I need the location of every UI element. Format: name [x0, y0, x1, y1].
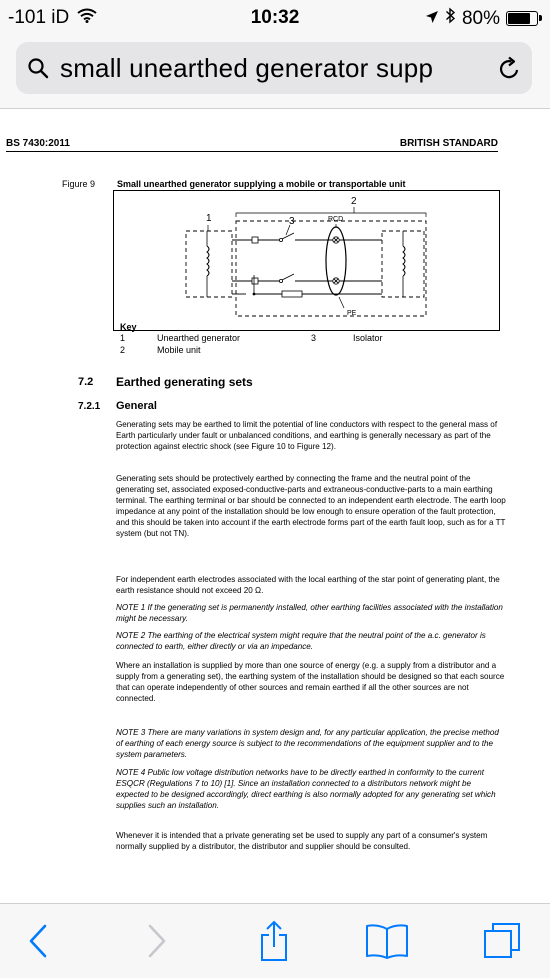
status-bar — [0, 0, 550, 36]
key-row — [120, 345, 201, 357]
figure-label: Figure 9 — [62, 179, 96, 189]
back-icon[interactable] — [13, 916, 63, 966]
battery-icon — [506, 11, 538, 26]
document-header-right: BRITISH STANDARD — [399, 138, 498, 149]
location-arrow-icon — [425, 8, 439, 30]
bottom-toolbar — [0, 903, 550, 978]
isolator-switch-bottom — [282, 274, 294, 280]
key-num: 2 — [120, 345, 126, 355]
pe-label: PE — [347, 310, 357, 317]
key-text: Isolator — [353, 333, 383, 343]
note: NOTE 2 The earthing of the electrical system might require that the neutral point of the a.c. generator is connected to earth, either directly or via an impedance. — [116, 631, 486, 651]
section-number: 7.2 — [78, 376, 94, 388]
figure-caption: Small unearthed generator supplying a mobile or transportable unit — [117, 179, 406, 189]
status-time: 10:32 — [250, 7, 300, 28]
pe-resistor — [282, 291, 302, 297]
tabs-icon[interactable] — [477, 916, 527, 966]
url-bar[interactable] — [16, 42, 532, 94]
note: NOTE 1 If the generating set is permanently installed, other earthing facilities associated with the installation might be necessary. — [116, 603, 503, 623]
url-bar-area — [0, 36, 550, 109]
callout-1: 1 — [206, 213, 212, 224]
figure-key — [120, 322, 383, 357]
battery-fill — [508, 13, 530, 24]
paragraph: Where an installation is supplied by more than one source of energy (e.g. a supply from a distributor and a supply from a generating set), the earthing system of the installation should be designed so that each source that can operate independently of other sources and remain earthed if all the other sources are not connected. — [116, 661, 505, 703]
document-header-left: BS 7430:2011 — [6, 138, 70, 149]
callout-3: 3 — [289, 216, 295, 227]
rcd-label: RCD — [328, 216, 344, 223]
paragraph: Whenever it is intended that a private generating set be used to supply any part of a consumer's system normally supplied by a distributor, the distributor and supplier should be consulted. — [116, 831, 488, 851]
key-text: Unearthed generator — [157, 333, 241, 343]
reload-icon[interactable] — [488, 56, 532, 80]
key-num: 1 — [120, 333, 126, 343]
paragraph: Generating sets should be protectively earthed by connecting the frame and the neutral point of the generating set, associated exposed-conductive-parts and extraneous-conductive-parts to a main earthing terminal. The earthing terminal or bar should be connected to an independent earth electrode. The earth loop impedance at any point of the installation should be low enough to ensure operation of the fault protection, and this should be taken into account if the earth electrode forms part of the earth fault loop, such as for a TT system (but not TN). — [116, 474, 506, 538]
key-num: 3 — [311, 333, 317, 343]
isolator-switch-top — [282, 233, 294, 239]
paragraph: For independent earth electrodes associated with the local earthing of the star point of generating plant, the earth resistance should not exceed 20 Ω. — [116, 575, 500, 595]
socket-bottom — [252, 278, 258, 284]
header-rule — [6, 151, 498, 152]
status-right — [425, 7, 538, 30]
bluetooth-icon — [445, 7, 456, 30]
search-icon — [16, 57, 60, 79]
note: NOTE 4 Public low voltage distribution networks have to be directly earthed in conformity to the current ESQCR (Regulations 7 to 10) [1]. Since an installation connected to a distributors network might be expected to be designed accordingly, direct earthing is also normally adopted for any generating set which supplies such an installation. — [116, 768, 496, 810]
document-page — [0, 110, 550, 903]
key-text: Mobile unit — [157, 345, 201, 355]
mobile-unit-box — [236, 221, 426, 316]
subsection-title: General — [116, 400, 157, 412]
key-title: Key — [120, 322, 137, 332]
subsection-number: 7.2.1 — [78, 401, 101, 412]
carrier-label: -101 iD — [8, 7, 70, 28]
figure-diagram — [113, 190, 500, 331]
circuit-diagram — [114, 191, 499, 330]
share-icon[interactable] — [249, 916, 299, 966]
generator-box — [186, 231, 232, 297]
bookmarks-icon[interactable] — [362, 916, 412, 966]
battery-percent: 80% — [461, 7, 500, 29]
paragraph: Generating sets may be earthed to limit the potential of line conductors with respect to the general mass of Earth particularly under fault or unbalanced conditions, and earthing is generally necessary as part of the protection against electric shock (see Figure 10 to Figure 12). — [116, 420, 498, 451]
socket-top — [252, 237, 258, 243]
key-row — [120, 333, 383, 345]
note: NOTE 3 There are many variations in system design and, for any particular application, the precise method of earthing of each energy source is subject to the recommendations of the equipment supplier and to the system parameters. — [116, 728, 499, 759]
section-title: Earthed generating sets — [116, 375, 253, 389]
load-winding — [403, 246, 405, 276]
generator-winding — [207, 246, 209, 276]
forward-icon[interactable] — [132, 916, 182, 966]
url-text[interactable]: small unearthed generator supp — [60, 52, 434, 83]
callout-2: 2 — [351, 196, 357, 207]
